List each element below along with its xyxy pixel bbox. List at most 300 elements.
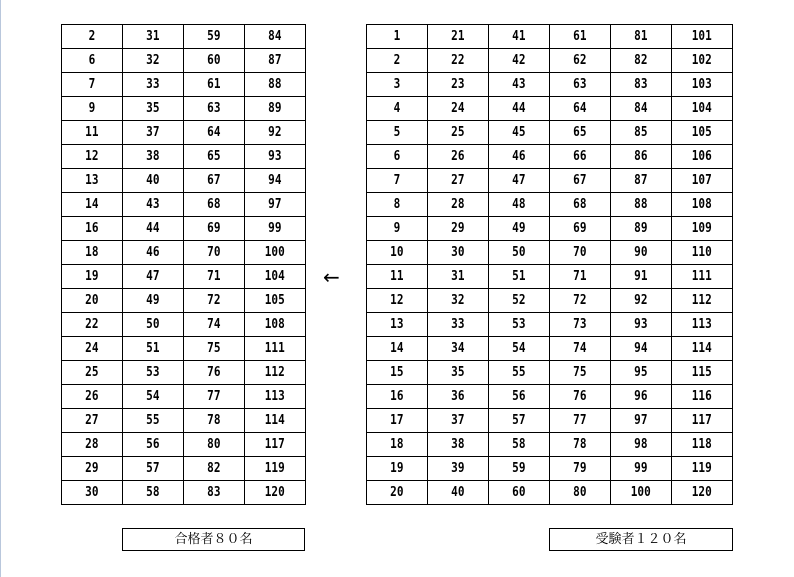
cell-number: 73 xyxy=(573,317,587,332)
table-cell xyxy=(672,97,733,121)
cell-number: 84 xyxy=(268,29,282,44)
cell-number: 56 xyxy=(146,437,160,452)
table-row xyxy=(62,169,306,193)
table-cell xyxy=(611,457,672,481)
cell-number: 117 xyxy=(265,437,285,452)
cell-number: 76 xyxy=(207,365,221,380)
table-row xyxy=(367,25,733,49)
table-cell xyxy=(550,145,611,169)
table-cell xyxy=(62,457,123,481)
table-cell xyxy=(428,265,489,289)
table-cell xyxy=(550,169,611,193)
table-cell xyxy=(123,313,184,337)
table-cell xyxy=(123,121,184,145)
cell-number: 105 xyxy=(692,125,712,140)
table-cell xyxy=(367,217,428,241)
cell-number: 115 xyxy=(692,365,712,380)
table-cell xyxy=(672,409,733,433)
cell-number: 31 xyxy=(146,29,160,44)
cell-number: 43 xyxy=(512,77,526,92)
table-cell xyxy=(489,241,550,265)
table-row xyxy=(367,337,733,361)
table-cell xyxy=(550,361,611,385)
table-cell xyxy=(550,217,611,241)
table-cell xyxy=(550,49,611,73)
table-cell xyxy=(428,169,489,193)
cell-number: 51 xyxy=(146,341,160,356)
table-cell xyxy=(367,361,428,385)
cell-number: 25 xyxy=(85,365,99,380)
table-cell xyxy=(123,409,184,433)
cell-number: 75 xyxy=(207,341,221,356)
cell-number: 39 xyxy=(451,461,465,476)
cell-number: 22 xyxy=(85,317,99,332)
table-cell xyxy=(123,265,184,289)
table-cell xyxy=(428,409,489,433)
cell-number: 64 xyxy=(573,101,587,116)
page-edge xyxy=(0,0,1,577)
table-cell xyxy=(428,313,489,337)
cell-number: 55 xyxy=(512,365,526,380)
table-cell xyxy=(550,193,611,217)
table-row xyxy=(62,433,306,457)
table-cell xyxy=(245,385,306,409)
cell-number: 102 xyxy=(692,53,712,68)
cell-number: 75 xyxy=(573,365,587,380)
cell-number: 86 xyxy=(634,149,648,164)
table-cell xyxy=(672,433,733,457)
cell-number: 71 xyxy=(573,269,587,284)
table-cell xyxy=(245,289,306,313)
table-cell xyxy=(428,193,489,217)
cell-number: 47 xyxy=(512,173,526,188)
cell-number: 56 xyxy=(512,389,526,404)
table-cell xyxy=(62,385,123,409)
table-cell xyxy=(672,457,733,481)
cell-number: 59 xyxy=(512,461,526,476)
cell-number: 25 xyxy=(451,125,465,140)
cell-number: 1 xyxy=(393,29,401,44)
cell-number: 37 xyxy=(451,413,465,428)
table-cell xyxy=(489,145,550,169)
cell-number: 88 xyxy=(268,77,282,92)
table-cell xyxy=(489,265,550,289)
cell-number: 6 xyxy=(88,53,96,68)
table-row xyxy=(62,481,306,505)
table-cell xyxy=(123,193,184,217)
cell-number: 89 xyxy=(634,221,648,236)
table-cell xyxy=(428,457,489,481)
table-cell xyxy=(611,145,672,169)
cell-number: 34 xyxy=(451,341,465,356)
table-cell xyxy=(428,289,489,313)
table-cell xyxy=(245,433,306,457)
cell-number: 38 xyxy=(451,437,465,452)
table-cell xyxy=(184,265,245,289)
table-cell xyxy=(184,289,245,313)
table-cell xyxy=(611,361,672,385)
cell-number: 38 xyxy=(146,149,160,164)
table-cell xyxy=(123,385,184,409)
cell-number: 118 xyxy=(692,437,712,452)
table-cell xyxy=(489,313,550,337)
cell-number: 2 xyxy=(393,53,401,68)
table-cell xyxy=(245,337,306,361)
table-cell xyxy=(184,337,245,361)
cell-number: 50 xyxy=(146,317,160,332)
cell-number: 37 xyxy=(146,125,160,140)
table-cell xyxy=(62,145,123,169)
cell-number: 113 xyxy=(692,317,712,332)
cell-number: 65 xyxy=(573,125,587,140)
cell-number: 82 xyxy=(634,53,648,68)
cell-number: 120 xyxy=(692,485,712,500)
cell-number: 66 xyxy=(573,149,587,164)
cell-number: 63 xyxy=(207,101,221,116)
cell-number: 9 xyxy=(88,101,96,116)
cell-number: 14 xyxy=(85,197,99,212)
table-cell xyxy=(672,49,733,73)
cell-number: 99 xyxy=(268,221,282,236)
cell-number: 94 xyxy=(634,341,648,356)
cell-number: 91 xyxy=(634,269,648,284)
table-row xyxy=(62,361,306,385)
table-cell xyxy=(123,49,184,73)
cell-number: 12 xyxy=(85,149,99,164)
cell-number: 110 xyxy=(692,245,712,260)
table-cell xyxy=(611,433,672,457)
cell-number: 71 xyxy=(207,269,221,284)
passed-count-caption: 合格者８０名 xyxy=(122,528,305,551)
table-cell xyxy=(489,433,550,457)
cell-number: 84 xyxy=(634,101,648,116)
table-cell xyxy=(428,97,489,121)
cell-number: 61 xyxy=(573,29,587,44)
table-cell xyxy=(62,361,123,385)
table-cell xyxy=(367,73,428,97)
cell-number: 80 xyxy=(573,485,587,500)
cell-number: 52 xyxy=(512,293,526,308)
table-cell xyxy=(184,385,245,409)
table-row xyxy=(367,145,733,169)
cell-number: 19 xyxy=(85,269,99,284)
table-cell xyxy=(428,361,489,385)
table-row xyxy=(62,265,306,289)
table-cell xyxy=(428,145,489,169)
table-row xyxy=(367,121,733,145)
table-cell xyxy=(123,145,184,169)
table-cell xyxy=(550,313,611,337)
table-cell xyxy=(245,217,306,241)
cell-number: 46 xyxy=(512,149,526,164)
table-row xyxy=(62,313,306,337)
table-cell xyxy=(489,193,550,217)
cell-number: 27 xyxy=(451,173,465,188)
table-cell xyxy=(245,313,306,337)
table-cell xyxy=(550,73,611,97)
cell-number: 2 xyxy=(88,29,96,44)
cell-number: 10 xyxy=(390,245,404,260)
cell-number: 87 xyxy=(268,53,282,68)
cell-number: 97 xyxy=(634,413,648,428)
table-cell xyxy=(123,481,184,505)
table-cell xyxy=(672,193,733,217)
table-cell xyxy=(611,73,672,97)
cell-number: 106 xyxy=(692,149,712,164)
table-cell xyxy=(611,217,672,241)
cell-number: 68 xyxy=(573,197,587,212)
cell-number: 17 xyxy=(390,413,404,428)
table-cell xyxy=(184,145,245,169)
table-cell xyxy=(489,385,550,409)
cell-number: 77 xyxy=(573,413,587,428)
cell-number: 36 xyxy=(451,389,465,404)
cell-number: 51 xyxy=(512,269,526,284)
table-cell xyxy=(123,25,184,49)
table-cell xyxy=(62,217,123,241)
table-cell xyxy=(184,49,245,73)
table-cell xyxy=(611,169,672,193)
table-cell xyxy=(489,409,550,433)
table-row xyxy=(367,193,733,217)
cell-number: 4 xyxy=(393,101,401,116)
cell-number: 100 xyxy=(265,245,285,260)
table-cell xyxy=(550,97,611,121)
cell-number: 22 xyxy=(451,53,465,68)
table-cell xyxy=(367,313,428,337)
cell-number: 104 xyxy=(265,269,285,284)
cell-number: 114 xyxy=(265,413,285,428)
table-cell xyxy=(550,481,611,505)
table-cell xyxy=(123,217,184,241)
table-cell xyxy=(123,169,184,193)
table-row xyxy=(367,73,733,97)
cell-number: 105 xyxy=(265,293,285,308)
cell-number: 78 xyxy=(573,437,587,452)
cell-number: 112 xyxy=(265,365,285,380)
table-cell xyxy=(123,457,184,481)
cell-number: 28 xyxy=(85,437,99,452)
table-cell xyxy=(367,289,428,313)
cell-number: 33 xyxy=(146,77,160,92)
table-cell xyxy=(184,121,245,145)
cell-number: 94 xyxy=(268,173,282,188)
table-cell xyxy=(428,385,489,409)
table-cell xyxy=(611,385,672,409)
table-cell xyxy=(367,241,428,265)
cell-number: 11 xyxy=(85,125,99,140)
cell-number: 69 xyxy=(207,221,221,236)
cell-number: 101 xyxy=(692,29,712,44)
cell-number: 30 xyxy=(451,245,465,260)
table-cell xyxy=(62,97,123,121)
table-row xyxy=(367,409,733,433)
cell-number: 40 xyxy=(451,485,465,500)
cell-number: 119 xyxy=(265,461,285,476)
table-cell xyxy=(489,289,550,313)
cell-number: 70 xyxy=(207,245,221,260)
cell-number: 9 xyxy=(393,221,401,236)
table-cell xyxy=(672,313,733,337)
cell-number: 98 xyxy=(634,437,648,452)
table-cell xyxy=(367,481,428,505)
table-row xyxy=(367,289,733,313)
cell-number: 87 xyxy=(634,173,648,188)
cell-number: 49 xyxy=(146,293,160,308)
cell-number: 54 xyxy=(512,341,526,356)
cell-number: 19 xyxy=(390,461,404,476)
table-cell xyxy=(550,337,611,361)
cell-number: 48 xyxy=(512,197,526,212)
cell-number: 7 xyxy=(393,173,401,188)
table-cell xyxy=(611,49,672,73)
cell-number: 59 xyxy=(207,29,221,44)
table-cell xyxy=(611,241,672,265)
cell-number: 72 xyxy=(573,293,587,308)
table-row xyxy=(367,217,733,241)
table-cell xyxy=(489,73,550,97)
cell-number: 44 xyxy=(146,221,160,236)
table-cell xyxy=(245,193,306,217)
table-cell xyxy=(672,217,733,241)
table-cell xyxy=(611,481,672,505)
table-cell xyxy=(62,169,123,193)
table-row xyxy=(367,169,733,193)
table-cell xyxy=(62,265,123,289)
cell-number: 80 xyxy=(207,437,221,452)
cell-number: 97 xyxy=(268,197,282,212)
table-row xyxy=(367,385,733,409)
table-cell xyxy=(367,193,428,217)
cell-number: 109 xyxy=(692,221,712,236)
cell-number: 13 xyxy=(85,173,99,188)
cell-number: 64 xyxy=(207,125,221,140)
cell-number: 31 xyxy=(451,269,465,284)
cell-number: 18 xyxy=(85,245,99,260)
table-cell xyxy=(184,409,245,433)
cell-number: 46 xyxy=(146,245,160,260)
table-cell xyxy=(489,49,550,73)
cell-number: 108 xyxy=(265,317,285,332)
cell-number: 57 xyxy=(146,461,160,476)
table-row xyxy=(62,97,306,121)
cell-number: 35 xyxy=(146,101,160,116)
table-cell xyxy=(123,289,184,313)
table-cell xyxy=(62,73,123,97)
cell-number: 92 xyxy=(634,293,648,308)
cell-number: 72 xyxy=(207,293,221,308)
cell-number: 74 xyxy=(207,317,221,332)
table-cell xyxy=(672,289,733,313)
table-cell xyxy=(611,289,672,313)
table-cell xyxy=(489,457,550,481)
cell-number: 112 xyxy=(692,293,712,308)
cell-number: 93 xyxy=(634,317,648,332)
table-row xyxy=(62,217,306,241)
table-row xyxy=(62,385,306,409)
cell-number: 12 xyxy=(390,293,404,308)
table-cell xyxy=(672,25,733,49)
table-cell xyxy=(245,265,306,289)
table-cell xyxy=(62,313,123,337)
cell-number: 11 xyxy=(390,269,404,284)
table-cell xyxy=(184,241,245,265)
table-cell xyxy=(489,361,550,385)
table-cell xyxy=(184,193,245,217)
cell-number: 58 xyxy=(146,485,160,500)
table-cell xyxy=(245,73,306,97)
table-cell xyxy=(489,337,550,361)
table-cell xyxy=(428,73,489,97)
table-cell xyxy=(184,361,245,385)
table-row xyxy=(62,289,306,313)
cell-number: 63 xyxy=(573,77,587,92)
cell-number: 44 xyxy=(512,101,526,116)
table-cell xyxy=(428,241,489,265)
cell-number: 54 xyxy=(146,389,160,404)
cell-number: 20 xyxy=(390,485,404,500)
table-row xyxy=(62,193,306,217)
table-cell xyxy=(489,169,550,193)
table-row xyxy=(367,265,733,289)
cell-number: 120 xyxy=(265,485,285,500)
cell-number: 47 xyxy=(146,269,160,284)
cell-number: 5 xyxy=(393,125,401,140)
cell-number: 88 xyxy=(634,197,648,212)
table-cell xyxy=(184,25,245,49)
table-cell xyxy=(62,289,123,313)
cell-number: 7 xyxy=(88,77,96,92)
table-cell xyxy=(367,409,428,433)
table-cell xyxy=(184,73,245,97)
cell-number: 30 xyxy=(85,485,99,500)
cell-number: 28 xyxy=(451,197,465,212)
table-cell xyxy=(123,361,184,385)
table-row xyxy=(62,457,306,481)
table-cell xyxy=(550,385,611,409)
cell-number: 8 xyxy=(393,197,401,212)
cell-number: 15 xyxy=(390,365,404,380)
table-cell xyxy=(428,217,489,241)
cell-number: 79 xyxy=(573,461,587,476)
table-cell xyxy=(550,265,611,289)
table-cell xyxy=(672,169,733,193)
table-cell xyxy=(184,313,245,337)
cell-number: 81 xyxy=(634,29,648,44)
cell-number: 23 xyxy=(451,77,465,92)
cell-number: 76 xyxy=(573,389,587,404)
cell-number: 68 xyxy=(207,197,221,212)
table-cell xyxy=(62,49,123,73)
cell-number: 26 xyxy=(85,389,99,404)
cell-number: 26 xyxy=(451,149,465,164)
table-row xyxy=(367,49,733,73)
table-cell xyxy=(123,241,184,265)
table-cell xyxy=(672,337,733,361)
cell-number: 100 xyxy=(631,485,651,500)
cell-number: 78 xyxy=(207,413,221,428)
table-cell xyxy=(672,121,733,145)
cell-number: 65 xyxy=(207,149,221,164)
cell-number: 67 xyxy=(573,173,587,188)
left-arrow-icon: ← xyxy=(323,265,340,289)
cell-number: 45 xyxy=(512,125,526,140)
table-cell xyxy=(428,481,489,505)
cell-number: 89 xyxy=(268,101,282,116)
table-cell xyxy=(367,433,428,457)
table-cell xyxy=(245,49,306,73)
cell-number: 111 xyxy=(265,341,285,356)
